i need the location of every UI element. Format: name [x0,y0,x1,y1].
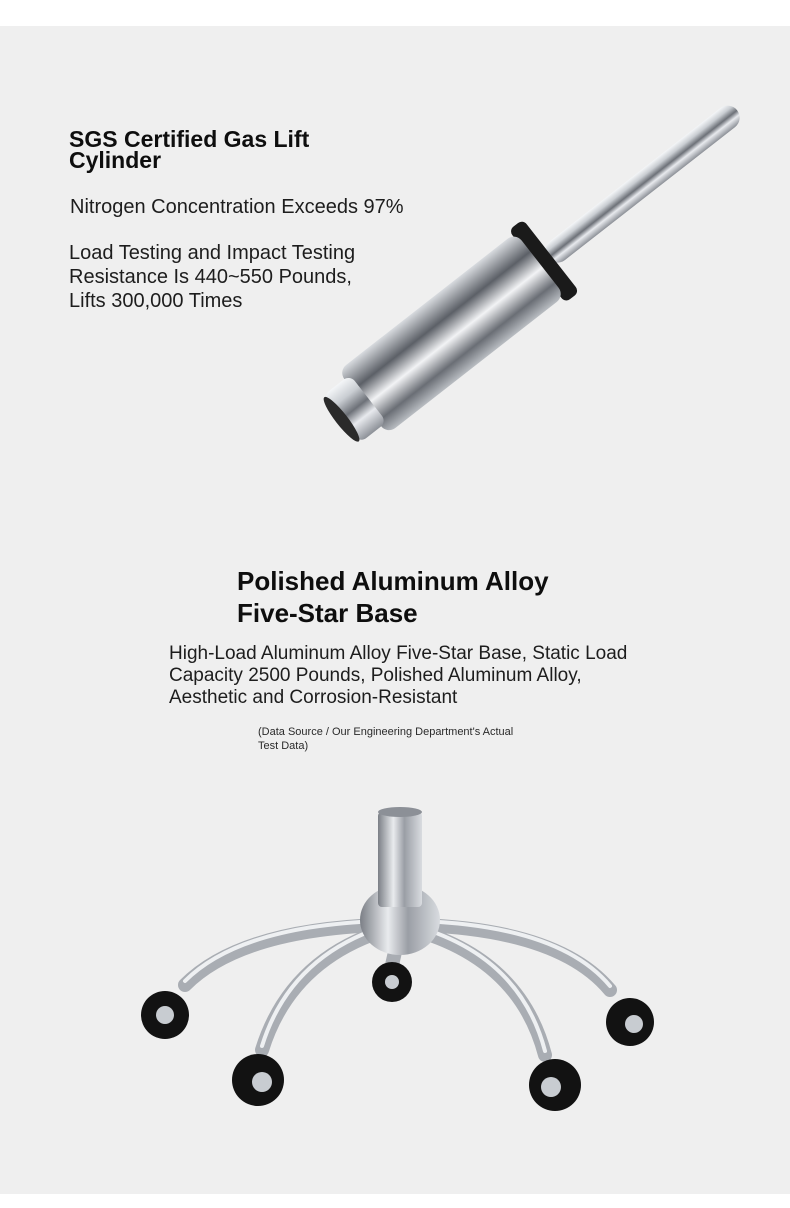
base-description: High-Load Aluminum Alloy Five-Star Base, Static Load Capacity 2500 Pounds, Polished Aluminum Alloy, Aesthetic and Corrosion-Resistant [169,643,628,708]
base-title: Polished Aluminum Alloy Five-Star Base [237,566,549,628]
data-source-note: (Data Source / Our Engineering Department's Actual Test Data) [258,726,514,752]
nitrogen-spec: Nitrogen Concentration Exceeds 97% [70,196,404,218]
cylinder-title: SGS Certified Gas Lift Cylinder [69,126,310,173]
load-testing-spec: Load Testing and Impact Testing Resistance Is 440~550 Pounds, Lifts 300,000 Times [69,242,356,312]
